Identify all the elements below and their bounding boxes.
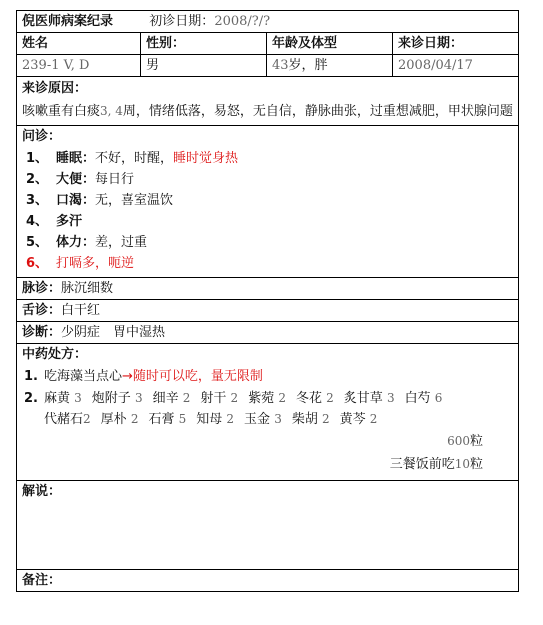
- item-number: 4、: [26, 214, 49, 229]
- quantity-line: [22, 430, 513, 453]
- herb-dose: 3: [74, 391, 82, 405]
- inquiry-cell: [17, 126, 519, 278]
- item-value: 无，喜室温饮: [95, 193, 174, 208]
- age-number: 43: [272, 58, 289, 73]
- herbal-cell: [17, 344, 519, 481]
- reason-cell: [17, 77, 519, 126]
- item-number: 1、: [26, 151, 49, 166]
- herbal-item-2: [22, 388, 513, 430]
- item-key: 大便：: [56, 172, 96, 187]
- record-title: 倪医师病案纪录: [22, 14, 114, 29]
- item-number: 5、: [26, 235, 49, 250]
- herb-entry: [196, 409, 234, 430]
- herb-dose: 2: [230, 391, 239, 405]
- herb-dose: 2: [326, 391, 334, 405]
- diagnosis-label: 诊断：: [22, 325, 62, 340]
- reason-text: [22, 100, 513, 123]
- herb-name: 细辛: [152, 391, 179, 406]
- herbal-item-1: [22, 366, 513, 388]
- herb-entry: [296, 388, 334, 409]
- item-number: 2、: [26, 172, 49, 187]
- quantity-number: 600: [447, 434, 471, 448]
- herb-entry: [200, 388, 238, 409]
- herb-name: 冬花: [295, 391, 322, 406]
- herb-dose: 2: [83, 412, 91, 426]
- herbal-item-1-text: 吃海藻当点心: [44, 369, 123, 384]
- herb-dose: 2: [278, 391, 286, 405]
- inquiry-item: [22, 190, 513, 211]
- herb-entry: [340, 409, 378, 430]
- herb-entry: [405, 388, 443, 409]
- tongue-label: 舌诊：: [22, 303, 62, 318]
- herb-name: 炮附子: [91, 391, 131, 406]
- herb-name: 柴胡: [291, 412, 318, 427]
- medical-record-sheet: [16, 10, 518, 592]
- pulse-cell: [17, 278, 519, 300]
- herbal-item-1-note: →随时可以吃，量无限制: [122, 369, 263, 384]
- item-key: 口渴：: [56, 193, 96, 208]
- usage-line: [22, 453, 513, 476]
- inquiry-item: [22, 169, 513, 190]
- herb-entry: [92, 388, 143, 409]
- item-key: 多汗: [56, 214, 83, 229]
- age-rest: 岁，胖: [288, 58, 328, 73]
- visit-date-label: 来诊日期：: [393, 33, 519, 55]
- herb-dose: 6: [434, 391, 443, 405]
- diagnosis-cell: [17, 322, 519, 344]
- item-value: 差，过重: [95, 235, 148, 250]
- inquiry-item: [22, 253, 513, 274]
- visit-date-value: 2008/04/17: [393, 55, 519, 77]
- tongue-value: 白干红: [61, 303, 101, 318]
- herb-name: 玉金: [244, 412, 271, 427]
- herb-entry: [344, 388, 395, 409]
- usage-text: 三餐饭前吃: [389, 457, 455, 472]
- herbal-item-number: 2.: [24, 391, 38, 406]
- herb-row-1: [44, 388, 513, 409]
- herb-name: 麻黄: [44, 391, 71, 406]
- usage-unit: 粒: [470, 457, 484, 472]
- item-number: 3、: [26, 193, 49, 208]
- name-label: 姓名: [17, 33, 141, 55]
- pulse-label: 脉诊：: [22, 281, 62, 296]
- record-table: [16, 10, 519, 592]
- herb-dose: 3: [386, 391, 395, 405]
- herb-name: 代赭石: [44, 412, 84, 427]
- reason-label: 来诊原因：: [22, 81, 88, 96]
- herb-entry: [244, 409, 282, 430]
- herb-dose: 3: [274, 412, 282, 426]
- header-row: [17, 11, 519, 33]
- tongue-cell: [17, 300, 519, 322]
- inquiry-label: 问诊：: [22, 129, 62, 144]
- pulse-value: 脉沉细数: [61, 281, 114, 296]
- quantity-unit: 粒: [470, 434, 484, 449]
- inquiry-item: [22, 211, 513, 232]
- herb-entry: [153, 388, 191, 409]
- reason-text-a: 咳嗽重有白痰: [22, 104, 101, 119]
- reason-weeks: 3, 4: [100, 104, 123, 118]
- herb-entry: [148, 409, 186, 430]
- herb-dose: 2: [369, 412, 378, 426]
- herb-dose: 2: [182, 391, 191, 405]
- herb-entry: [101, 409, 139, 430]
- herb-entry: [248, 388, 286, 409]
- item-note: 睡时觉身热: [173, 151, 239, 166]
- herb-entry: [44, 388, 82, 409]
- gender-value: 男: [141, 55, 267, 77]
- herb-dose: 2: [130, 412, 139, 426]
- herb-dose: 3: [134, 391, 143, 405]
- explanation-cell: [17, 481, 519, 570]
- item-note: 打嗝多，呃逆: [56, 256, 135, 271]
- herb-name: 黄芩: [339, 412, 366, 427]
- item-number: 6、: [26, 256, 49, 271]
- item-value: 每日行: [95, 172, 135, 187]
- herbal-label: 中药处方：: [22, 347, 88, 362]
- herb-name: 炙甘草: [343, 391, 383, 406]
- herb-dose: 2: [322, 412, 330, 426]
- item-value: 不好，时醒，: [95, 151, 174, 166]
- reason-text-b: 周，情绪低落，易怒，无自信，静脉曲张，过重想减肥，甲状腺问题: [122, 104, 513, 119]
- notes-label: 备注：: [17, 570, 519, 592]
- herb-entry: [44, 409, 91, 430]
- inquiry-item: [22, 232, 513, 253]
- inquiry-item: [22, 148, 513, 169]
- first-visit-value: 2008/?/?: [214, 14, 271, 29]
- usage-number: 10: [454, 457, 471, 471]
- age-build-label: 年龄及体型: [267, 33, 393, 55]
- herb-name: 石膏: [148, 412, 175, 427]
- herb-row-2: [44, 409, 513, 430]
- herb-entry: [292, 409, 330, 430]
- herb-name: 厚朴: [100, 412, 127, 427]
- explanation-label: 解说：: [22, 484, 62, 499]
- age-value: [267, 55, 393, 77]
- herbal-item-number: 1.: [24, 369, 38, 384]
- diagnosis-value: 少阴症 胃中湿热: [61, 325, 166, 340]
- name-value: 239-1 V, D: [17, 55, 141, 77]
- item-key: 睡眠：: [56, 151, 96, 166]
- first-visit-label: 初诊日期：: [149, 14, 215, 29]
- herb-name: 知母: [196, 412, 223, 427]
- herb-dose: 2: [226, 412, 235, 426]
- gender-label: 性别：: [141, 33, 267, 55]
- herb-name: 紫菀: [248, 391, 275, 406]
- herb-dose: 5: [178, 412, 187, 426]
- herb-name: 白芍: [404, 391, 431, 406]
- item-key: 体力：: [56, 235, 96, 250]
- herb-name: 射干: [200, 391, 227, 406]
